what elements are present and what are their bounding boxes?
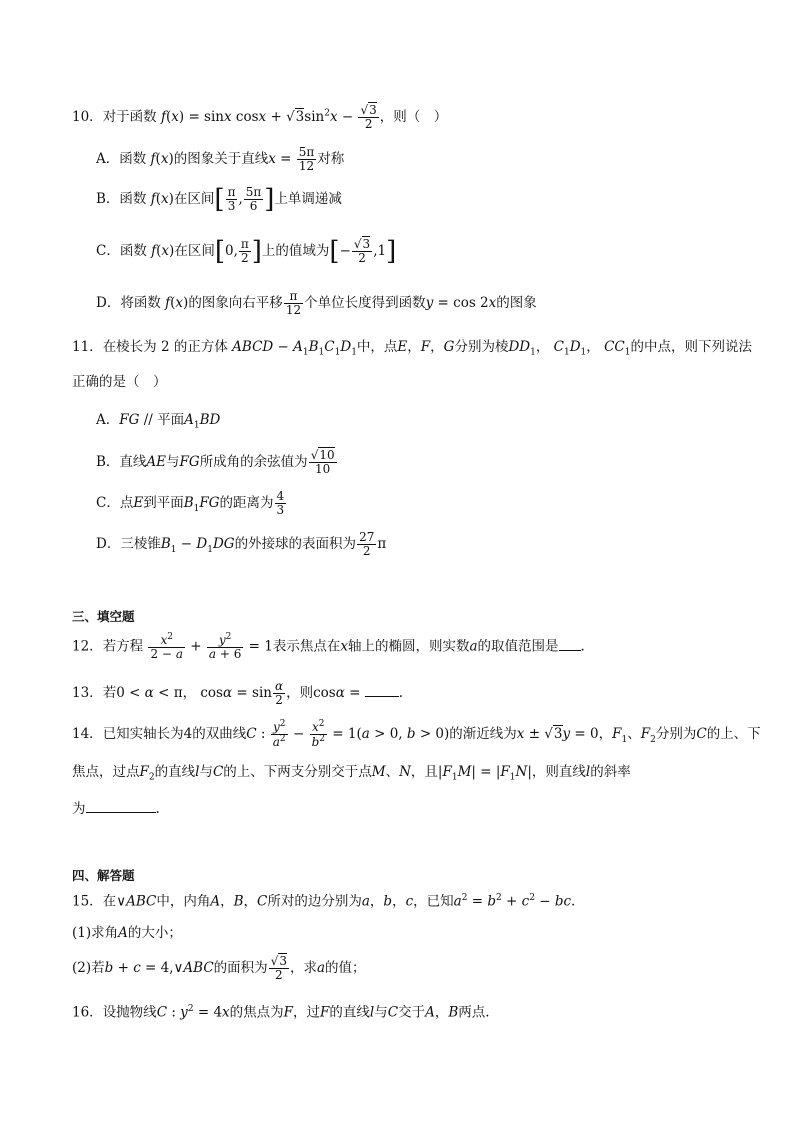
q11-stem: 11．在棱长为 2 的正方体 ABCD − $A_1B_1C_1D_1$中，点E，F，G分别为棱$DD_1$， $C_1D_1$， $CC_1$的中点，则下列说法 xyxy=(72,339,752,358)
q10-option-a: A．函数 f(x)的图象关于直线x = $\frac{5\pi}{12}$ 对称 xyxy=(96,145,345,174)
q14-line2: 焦点，过点$F_2$的直线l与C的上、下两支分别交于点M、N，且$|F_1M| = |F_1N|$，则直线l的斜率 xyxy=(72,764,631,783)
q10-stem: 10．对于函数 f(x) = sinx $\cos x + √3\sin^2x$ − $\frac{√3}{2}$ ，则（ ） xyxy=(72,103,448,132)
q14-line1: 14．已知实轴长为4的双曲线C : $\frac{y^2}{a^2}$ − $\frac{x^2}{b^2}$ = 1(a > 0, b > 0)的渐近线为x ± √3y = 0，$F_1$、$F_2$分别为C的上、下 xyxy=(72,719,761,750)
q11-option-d: D．三棱锥$B_1 - D_1DG$的外接球的表面积为 $\frac{27}{2}$ π xyxy=(96,530,387,559)
q16-stem: 16．设抛物线C : $y^2 = 4x$的焦点为F，过F的直线l与C交于A，B两点. xyxy=(72,1004,490,1021)
q10-option-d: D．将函数 f(x)的图象向右平移 $\frac{\pi}{12}$ 个单位长度得到函数y = cos 2x的图象 xyxy=(96,289,537,318)
q11-option-a: A．FG // 平面$A_1BD$ xyxy=(96,412,221,431)
q13: 13．若0 < α < π， cosα = sin $\frac{\alpha}{2}$ ，则cosα = . xyxy=(72,679,404,708)
q10-option-c: C．函数 f(x)在区间[0, $\frac{\pi}{2}$ ]上的值域为[− $\frac{√3}{2}$ ,1] xyxy=(96,236,397,267)
q15-stem: 15．在∨ABC中，内角A，B，C所对的边分别为a，b，c，已知$a^2 = b^2 + c^2$ − bc. xyxy=(72,893,576,910)
fraction: $\frac{√3}{2}$ xyxy=(360,103,377,132)
q11-stem-line2: 正确的是（ ） xyxy=(72,374,167,390)
q10-option-b: B．函数 f(x)在区间[ $\frac{\pi}{3}$ , $\frac{5\pi}{6}$ ]上单调递减 xyxy=(96,184,342,215)
q11-option-c: C．点E到平面$B_1FG$的距离为 $\frac{4}{3}$ xyxy=(96,489,285,518)
section-answer-heading: 四、解答题 xyxy=(72,868,135,883)
q15-part1: (1)求角A的大小； xyxy=(72,925,182,941)
q11-option-b: B．直线AE与FG所成角的余弦值为 $\frac{√10}{10}$ xyxy=(96,448,335,477)
q14-line3: 为 . xyxy=(72,801,160,817)
q12: 12．若方程 $\frac{x^2}{2 - a}$ + $\frac{y^2}{a + 6}$ = 1表示焦点在x轴上的椭圆，则实数a的取值范围是 . xyxy=(72,632,585,662)
section-fill-blank-heading: 三、填空题 xyxy=(72,609,135,624)
q15-part2: (2)若b + c = 4,∨ABC的面积为 $\frac{√3}{2}$ ，求a的值； xyxy=(72,954,366,983)
q10-number: 10． xyxy=(72,109,103,126)
